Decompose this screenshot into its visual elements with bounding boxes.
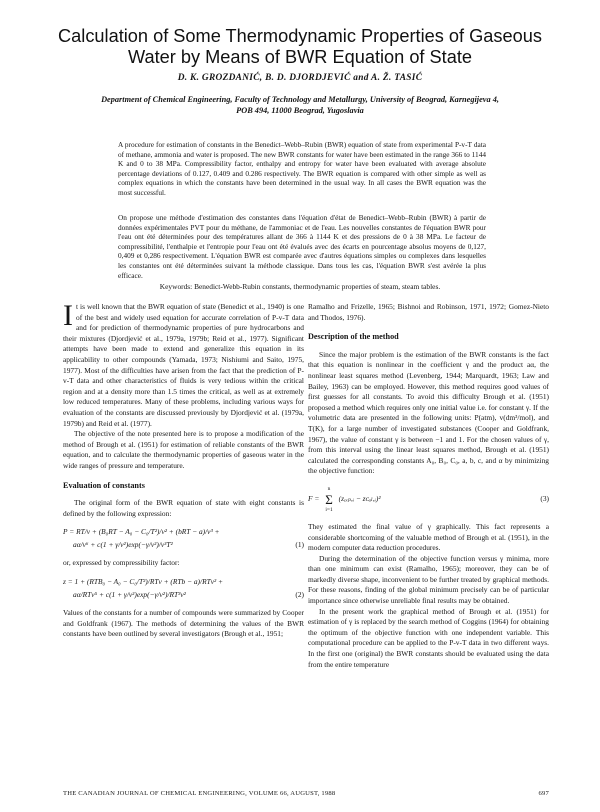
left-column xyxy=(63,299,304,640)
affiliation-line-1: Department of Chemical Engineering, Faculty of Technology and Metallurgy, University of Beograd, Karnegijeva 4, xyxy=(101,95,499,104)
continued-paragraph: Ramalho and Frizelle, 1965; Bishnoi and Robinson, 1971, 1972; Gomez-Nieto and Thodos, 1976). xyxy=(308,302,549,322)
equation-1-line-2: aα/v⁶ + c(1 + γ/v²)exp(−γ/v²)/v³T² (1) xyxy=(73,539,304,549)
intro-paragraph-1 xyxy=(63,299,304,429)
equation-1 xyxy=(63,527,304,550)
equation-3-lhs: F = xyxy=(308,494,320,504)
equation-2 xyxy=(63,577,304,600)
method-paragraph-2: They estimated the final value of γ graphically. This fact represents a considerable shortcoming of the valuable method of Brough et al. (1951), in the modern computer data reduction procedures. xyxy=(308,521,549,553)
affiliation-line-2: POB 494, 11000 Beograd, Yugoslavia xyxy=(236,106,364,115)
footer-page-number: 697 xyxy=(538,790,549,797)
intro-paragraph-1-text: t is well known that the BWR equation of state (Benedict et al., 1940) is one of the best and widely used equation for accurate correlation of P-v-T data and for prediction of thermodynamic properties of pure hydrocarbons and their mixtures (Djordjević et al., 1979a, 1979b; Reid et al., 1977). Significant attempts have been made to extend and generalize this equation in its applicability to other compounds (Yamada, 1973; Nishiumi and Saito, 1975, 1977). Most of the difficulties have arisen from the fact that the prediction of P-v-T data and other characteristics of fluids is very tedious within the critical region and at a density more than 1.5 times the critical, as well as at extremely low reduced temperatures. Many of these problems, including various ways for evaluation of the constants are discussed previously by Djordjević et al. (1979a, 1979b) and Reid et al. (1977). xyxy=(63,302,304,428)
paper-title xyxy=(40,26,560,68)
equation-3-number: (3) xyxy=(540,494,549,504)
equation-1-number: (1) xyxy=(295,539,304,549)
equation-1-line-1: P = RT/v + (B₀RT − A₀ − C₀/T²)/v² + (bRT − a)/v³ + xyxy=(63,527,220,537)
abstract-french: On propose une méthode d'estimation des constantes dans l'équation d'état de Benedict–Webb–Rubin (BWR) à partir de données expérimentales PVT pour du méthane, de l'ammoniac et de l'eau. Les nouvelles constantes de l'équation BWR pour l'eau ont été déterminées pour des températures allant de 366 à 1144 K et des pressions de 0 à 38 MPa. Le facteur de compressibilité, l'enthalpie et l'entropie pour l'eau ont été évalués avec des écarts en pourcentage absolus moyens de 0,127, 0,409 et 0,286 respectivement. L'équation BWR est comparée avec d'autres équations simples ou complexes dans lesquelles les constantes ont été déterminées suivant la méthode classique. Dans tous les cas, l'équation BWR s'est avérée la plus efficace. xyxy=(118,213,486,280)
drop-cap: I xyxy=(63,299,73,332)
eval-paragraph-1: The original form of the BWR equation of state with eight constants is defined by the following expression: xyxy=(63,498,304,518)
method-paragraph-4: In the present work the graphical method of Brough et al. (1951) for estimation of γ is replaced by the search method of Coggins (1964) for obtaining the optimum of the objective function with one independent variable. This computational procedure can be applied to the P-v-T data in two different ways. In the first one (original) the BWR constants should be evaluated using the data from the entire temperature xyxy=(308,606,549,669)
method-paragraph-1: Since the major problem is the estimation of the BWR constants is the fact that this equation is nonlinear in the coefficient γ and the product aα, the nonlinear least squares method (Levenberg, 1944; Marquardt, 1963; Law and Bailey, 1963) can be employed. However, this method requires good values of first guesses for all constants. To avoid this difficulty Brough et al. (1951) proposed a method which requires only one initial value i.e. for constant γ. If the volumetric data are presented in the following units: P(atm), v(dm³/mol), and T(K), for a large number of investigated substances (Cooper and Goldfrank, 1967), the value of constant γ is between −1 and 1. For the chosen values of γ, from this interval using the linear least squares method, Brough et al. (1951) calculated the corresponding constants A₀, B₀, C₀, a, b, c, and α by minimizing the objective function: xyxy=(308,349,549,476)
method-paragraph-3: During the determination of the objective function versus γ minima, more than one minimum can exist (Ramalho, 1965); moreover, they can be of markedly diverse shape, inconvenient to be further treated by graphical methods. For these reasons, finding of the global minimum precisely can be of particular importance since otherwise unreliable final results may be obtained. xyxy=(308,553,549,606)
eval-paragraph-2: Values of the constants for a number of compounds were summarized by Cooper and Goldfrank (1967). The methods of determining the values of the BWR constants have been outlined by several investigators (Brough et al., 1951; xyxy=(63,608,304,639)
page-footer xyxy=(63,790,549,797)
section-heading-evaluation: Evaluation of constants xyxy=(63,480,145,490)
keywords: Keywords: Benedict-Webb-Rubin constants, thermodynamic properties of steam, steam tables. xyxy=(159,282,441,291)
equation-3-line xyxy=(308,485,549,514)
equation-2-line-1: z = 1 + (RTB₀ − A₀ − C₀/T²)/RTv + (RTb − a)/RTv² + xyxy=(63,577,224,587)
equation-2-line-2: aα/RTv⁵ + c(1 + γ/v²)exp(−γ/v²)/RT³v² (2) xyxy=(73,589,304,599)
intro-paragraph-2: The objective of the note presented here is to propose a modification of the method of Brough et al. (1951) for estimation of reliable constants of the BWR equation, and to calculate the thermodynamic properties of gaseous water in the wide ranges of pressure and temperature. xyxy=(63,429,304,470)
title-line-1: Calculation of Some Thermodynamic Properties of Gaseous xyxy=(58,26,542,46)
equation-3 xyxy=(308,485,549,514)
equation-2-number: (2) xyxy=(295,589,304,599)
section-heading-method: Description of the method xyxy=(308,332,399,342)
eval-or-text: or, expressed by compressibility factor: xyxy=(63,558,180,568)
right-column xyxy=(308,302,549,670)
authors: D. K. GROZDANIĆ, B. D. DJORDJEVIĆ and A. Ž. TASIĆ xyxy=(177,73,423,83)
equation-3-body: (zₑₓₚ,ᵢ − zᴄₐₗ,ᵢ)² xyxy=(338,494,381,504)
affiliation xyxy=(40,94,560,116)
footer-journal: THE CANADIAN JOURNAL OF CHEMICAL ENGINEERING, VOLUME 66, AUGUST, 1988 xyxy=(63,790,336,797)
title-line-2: Water by Means of BWR Equation of State xyxy=(127,47,473,67)
abstract-english: A procedure for estimation of constants in the Benedict–Webb–Rubin (BWR) equation of state from experimental P-v-T data of methane, ammonia and water is proposed. The new BWR constants for water have been estimated in the range 366 to 1144 K and 0 to 38 MPa. Compressibility factor, enthalpy and entropy for water have been evaluated with average absolute percentage deviations of 0.127, 0.409 and 0.286 respectively. The BWR equation is compared with other simple as well as complex equations in which the constants have been determined in the usual way. In all cases the BWR equation was the most successful. xyxy=(118,140,486,197)
summation-sign: n Σ i=1 xyxy=(325,485,333,513)
